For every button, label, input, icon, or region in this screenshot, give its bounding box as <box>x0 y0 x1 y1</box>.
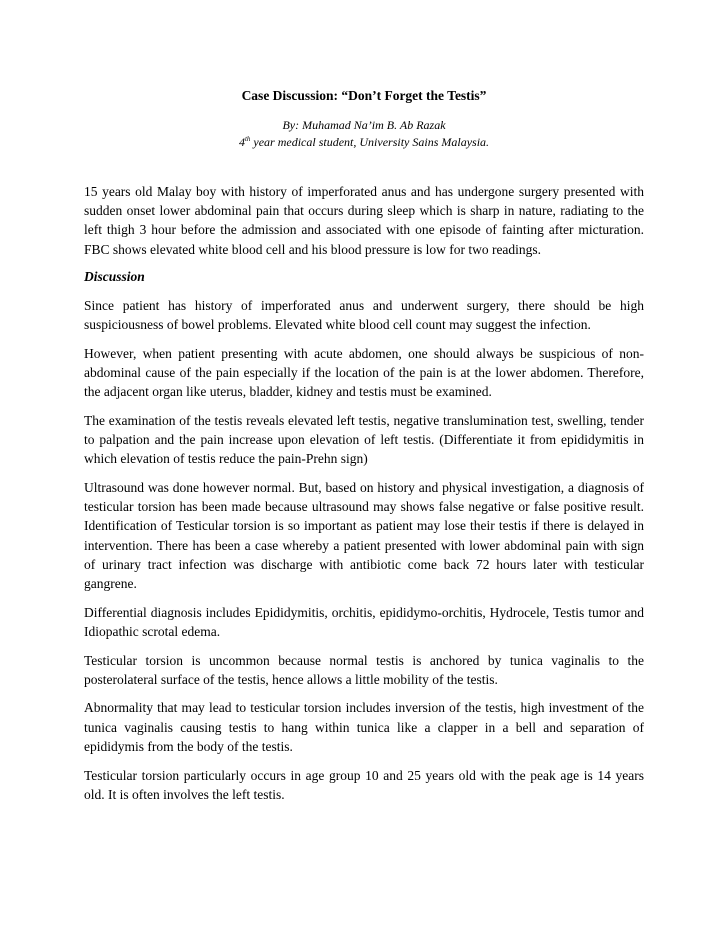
discussion-paragraph: Abnormality that may lead to testicular torsion includes inversion of the testis, high investment of the tunica vaginalis causing testis to hang within tunica like a clapper in a bell and separation of epididymis from the body of the testis. <box>84 700 644 754</box>
document-title: Case Discussion: “Don’t Forget the Testis” <box>241 88 487 103</box>
discussion-paragraph: However, when patient presenting with acute abdomen, one should always be suspicious of non-abdominal cause of the pain especially if the location of the pain is at the lower abdomen. Therefore, the adjacent organ like uterus, bladder, kidney and testis must be examined. <box>84 345 644 400</box>
discussion-paragraph: Testicular torsion is uncommon because normal testis is anchored by tunica vaginalis to the posterolateral surface of the testis, hence allows a little mobility of the testis. <box>84 652 644 687</box>
document-body <box>84 182 644 813</box>
discussion-paragraph: Differential diagnosis includes Epididymitis, orchitis, epididymo-orchitis, Hydrocele, Testis tumor and Idiopathic scrotal edema. <box>84 604 644 639</box>
discussion-paragraph: Since patient has history of imperforated anus and underwent surgery, there should be high suspiciousness of bowel problems. Elevated white blood cell count may suggest the infection. <box>84 297 644 333</box>
case-presentation-paragraph: 15 years old Malay boy with history of imperforated anus and has undergone surgery presented with sudden onset lower abdominal pain that occurs during sleep which is sharp in nature, radiating to the left thigh 3 hour before the admission and associated with one episode of fainting after micturation. FBC shows elevated white blood cell and his blood pressure is low for two readings. <box>84 184 644 257</box>
author-line: By: Muhamad Na’im B. Ab Razak <box>282 118 446 132</box>
discussion-heading: Discussion <box>84 268 145 284</box>
affiliation-ordinal-number: 4 <box>238 135 245 149</box>
affiliation-line <box>84 135 644 150</box>
discussion-paragraph: Ultrasound was done however normal. But, based on history and physical investigation, a diagnosis of testicular torsion has been made because ultrasound may shows false negative or false positive result. Identification of Testicular torsion is so important as patient may lose their testis if there is delayed in intervention. There has been a case whereby a patient presented with lower abdominal pain with sign of urinary tract infection was discharge with antibiotic come back 72 hours later with testicular gangrene. <box>84 479 644 591</box>
discussion-paragraph: Testicular torsion particularly occurs in age group 10 and 25 years old with the peak age is 14 years old. It is often involves the left testis. <box>84 767 644 802</box>
discussion-paragraph: The examination of the testis reveals elevated left testis, negative translumination test, swelling, tender to palpation and the pain increase upon elevation of left testis. (Differentiate it from epididymitis in which elevation of testis reduce the pain-Prehn sign) <box>84 412 644 467</box>
affiliation-ordinal-suffix: th <box>244 135 251 143</box>
affiliation-text: year medical student, University Sains Malaysia. <box>250 135 490 149</box>
